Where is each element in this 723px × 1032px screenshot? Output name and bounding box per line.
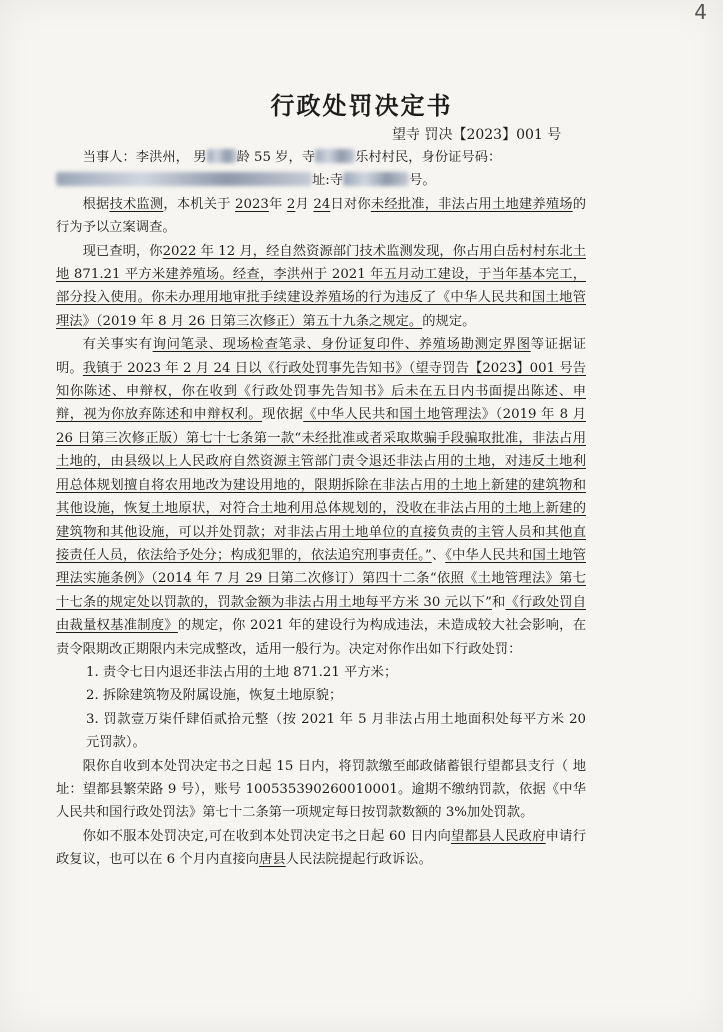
party-age: 龄 55 岁，寺	[236, 150, 316, 165]
legal-basis-regulation: 《中华人民共和国土地管理法实施条例》（2014 年 7 月 29 日第二次修订）第四十二条“依照《土地管理法》第七十七条的规定处以罚款的，罚款金额为非法占用土地每平方米 30 元以下”	[56, 547, 586, 610]
redacted-info	[315, 149, 355, 163]
party-address-label: 址:寺	[312, 173, 344, 189]
text: 的规定。	[422, 313, 476, 329]
text: 人民法院提起行政诉讼。	[285, 852, 432, 868]
document-number: 望寺 罚决【2023】001 号	[392, 127, 562, 143]
text: 月	[295, 196, 309, 212]
legal-basis-law: 《中华人民共和国土地管理法》（2019 年 8 月 26 日第三次修正版）第七十七条第一款“未经批准或者采取欺骗手段骗取批准，非法占用土地的，由县级以上人民政府自然资源主管部门责令退还非法占用的土地，对违反土地利用总体规划擅自将农用地改为建设用地的，限期拆除在非法占用的土地上新建的建筑物和其他设施，恢复土地原状，对符合土地利用总体规划的，没收在非法占用的土地上新建的建筑物和其他设施，可以并处罚款；对非法占用土地单位的直接负责的主管人员和其他直接责任人员，依法给予处分；构成犯罪的，依法追究刑事责任。”	[56, 407, 586, 563]
paragraph-evidence-basis	[56, 333, 586, 661]
document-title: 行政处罚决定书	[270, 91, 453, 120]
text: 的规定，你 2021 年的建设行为构成违法，未造成较大社会影响，在责令限期改正期限内未完成整改，适用一般行为。决定对你作出如下行政处罚：	[56, 618, 587, 657]
text: ，本机关于	[163, 196, 231, 212]
decision-item: 3. 罚款壹万柒仟肆佰贰拾元整（按 2021 年 5 月非法占用土地面积处每平方米 20 元罚款）。	[86, 711, 586, 751]
text: 申请行政复议，也可以在 6 个月内直接向	[56, 828, 587, 868]
page-number-mark: 4	[694, 0, 707, 24]
text: 日对你	[330, 196, 371, 212]
text: 现依据	[262, 407, 304, 423]
paragraph-appeal	[56, 825, 586, 872]
review-authority: 望都县人民政府	[450, 828, 546, 844]
party-village: 乐村村民，身份证号码：	[355, 150, 502, 165]
filing-day: 24	[313, 196, 331, 212]
facts-statement: 2022 年 12 月，经自然资源部门技术监测发现，你占用白岳村村东北土地 871.21 平方米建养殖场。经查，李洪州于 2021 年五月动工建设，于当年基本完工，部分投入使用。你未办理用地审批手续建设养殖场的行为违反了《中华人民共和国土地管理法》（2019 年 8 月 26 日第三次修正）第五十九条之规定。	[56, 243, 586, 329]
paragraph-filing	[56, 193, 586, 240]
paragraph-facts	[56, 240, 586, 334]
redacted-id-number	[56, 172, 312, 186]
paragraph-payment: 限你自收到本处罚决定书之日起 15 日内，将罚款缴至邮政储蓄银行望都县支行（ 地址：望都县繁荣路 9 号），账号 100535390260010001。逾期不缴纳罚款，依据《中华人民共和国行政处罚法》第七十二条第一项规定每日按罚款数额的 3%加处罚款。	[56, 758, 586, 821]
prior-notice: 我镇于 2023 年 2 月 24 日以《行政处罚事先告知书》（望寺罚告【2023】001 号告知你陈述、申辩权，你在收到《行政处罚事先告知书》后未在五日内书面提出陈述、申辩，视为你放弃陈述和申辩权利。	[56, 360, 587, 423]
filing-month: 2	[286, 196, 296, 212]
text: 和	[491, 594, 506, 610]
text: 年	[268, 196, 283, 212]
evidence-list: 询问笔录、现场检查笔录、身份证复印件、养殖场勘测定界图	[152, 337, 531, 353]
text: 、	[431, 547, 446, 563]
redacted-info	[207, 149, 237, 163]
redacted-address	[343, 172, 409, 186]
text: 现已查明，你	[82, 243, 163, 259]
party-line	[56, 146, 586, 193]
party-label: 当事人：	[82, 150, 136, 165]
case-source: 技术监测	[109, 196, 164, 212]
party-name: 李洪州，	[135, 150, 189, 165]
document-body	[56, 146, 586, 872]
text: 等证据证明。	[56, 337, 587, 376]
text: 根据	[82, 196, 110, 212]
filing-year: 2023	[235, 196, 269, 212]
case-description: 未经批准，非法占用土地建养殖场	[370, 196, 573, 212]
text: 有关事实有	[82, 337, 153, 353]
text: 你如不服本处罚决定,可在收到本处罚决定书之日起 60 日内向	[82, 828, 451, 844]
decision-item: 1. 责令七日内退还非法占用的土地 871.21 平方米；	[86, 664, 398, 680]
party-gender: 男	[193, 150, 207, 165]
court-name: 唐县	[259, 852, 286, 868]
party-address-tail: 号。	[409, 173, 436, 189]
legal-basis-standard: 《行政处罚自由裁量权基准制度》	[56, 594, 587, 634]
decision-item: 2. 拆除建筑物及附属设施，恢复土地原貌；	[86, 688, 343, 704]
text: 的行为予以立案调查。	[56, 196, 587, 236]
